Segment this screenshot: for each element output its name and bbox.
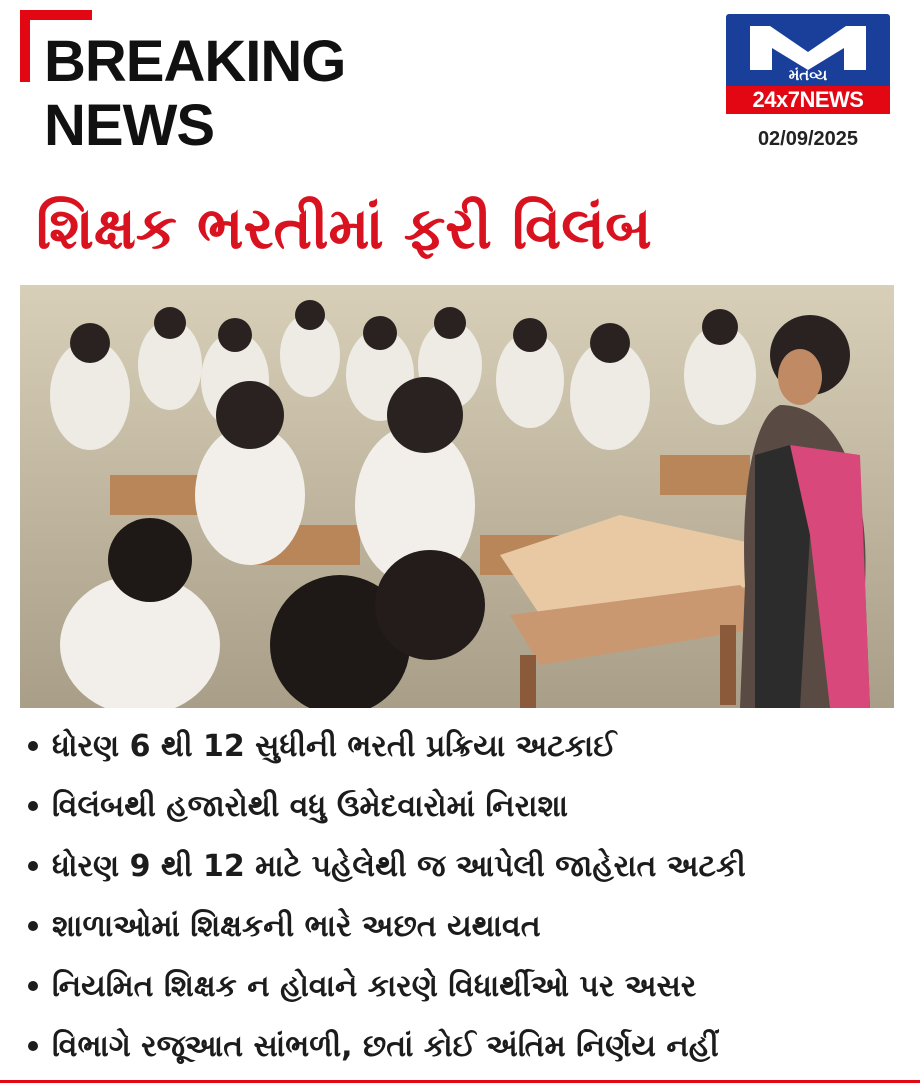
bullet-dot-icon (28, 801, 38, 811)
bullet-dot-icon (28, 861, 38, 871)
list-item (22, 716, 912, 776)
breaking-corner-accent-top (20, 10, 92, 20)
list-item-text: વિલંબથી હજારોથી વધુ ઉમેદવારોમાં નિરાશા (52, 788, 568, 824)
list-item-text: ધોરણ 6 થી 12 સુધીની ભરતી પ્રક્રિયા અટકાઈ (52, 728, 617, 764)
logo-strip-24x7news: 24x7NEWS (726, 86, 890, 114)
bullet-dot-icon (28, 981, 38, 991)
headline: શિક્ષક ભરતીમાં ફરી વિલંબ (36, 194, 652, 262)
breaking-news-title (44, 30, 345, 158)
bullet-dot-icon (28, 921, 38, 931)
bullet-dot-icon (28, 741, 38, 751)
list-item-text: શાળાઓમાં શિક્ષકની ભારે અછત યથાવત (52, 908, 541, 944)
breaking-title-line1: BREAKING (44, 29, 346, 94)
logo-subtitle: મંતવ્ય (788, 66, 828, 84)
classroom-photo (20, 285, 894, 708)
channel-logo (726, 14, 890, 114)
classroom-photo-illustration (20, 285, 894, 708)
list-item (22, 1016, 912, 1076)
list-item (22, 836, 912, 896)
breaking-corner-accent-left (20, 10, 30, 82)
list-item (22, 956, 912, 1016)
post-date: 02/09/2025 (757, 128, 859, 150)
bullet-list (22, 716, 912, 1076)
list-item-text: ધોરણ 9 થી 12 માટે પહેલેથી જ આપેલી જાહેરાત અટકી (52, 848, 746, 884)
list-item-text: વિભાગે રજૂઆત સાંભળી, છતાં કોઈ અંતિમ નિર્ણય નહીં (52, 1028, 719, 1064)
list-item (22, 896, 912, 956)
breaking-title-line2: NEWS (44, 93, 214, 158)
list-item-text: નિયમિત શિક્ષક ન હોવાને કારણે વિધાર્થીઓ પર અસર (52, 968, 697, 1004)
list-item (22, 776, 912, 836)
bullet-dot-icon (28, 1041, 38, 1051)
